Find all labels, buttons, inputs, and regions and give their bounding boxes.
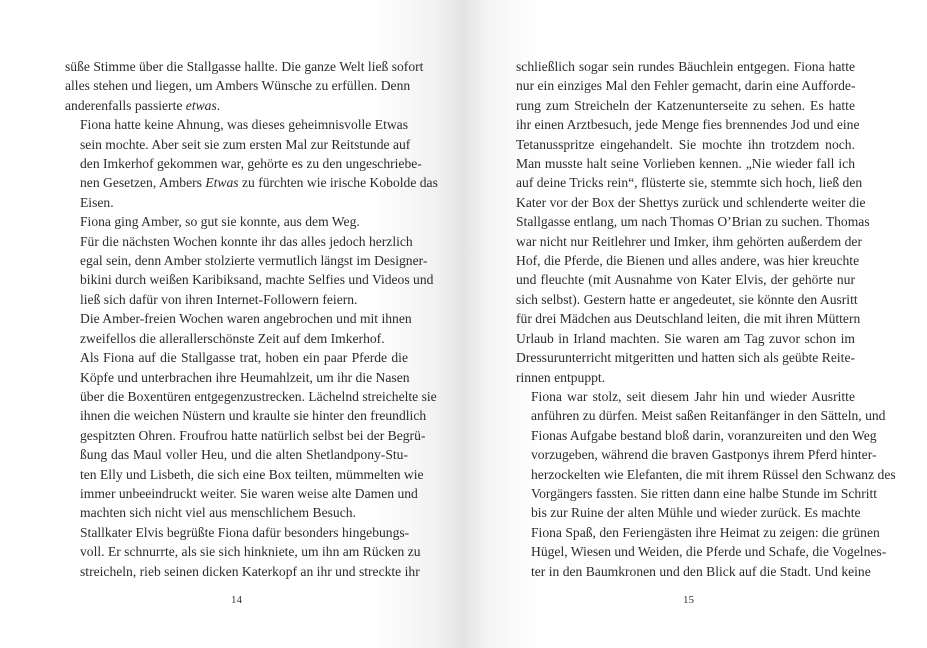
text-line	[65, 484, 418, 503]
left-page-text	[65, 57, 438, 581]
text-line	[65, 329, 408, 348]
paragraph	[65, 57, 424, 115]
paragraph	[516, 57, 870, 387]
text-segment: den Imkerhof gekommen war, gehörte es zu den ungeschriebe-	[80, 156, 422, 172]
text-line	[65, 387, 437, 406]
text-line	[516, 232, 862, 251]
text-line	[65, 96, 408, 115]
text-segment: Fiona Spaß, den Feriengästen ihre Heimat zu zeigen: die grünen	[531, 524, 880, 540]
left-page	[0, 0, 463, 648]
text-line	[65, 154, 422, 173]
text-segment: zweifellos die allerallerschönste Zeit auf dem Imkerhof.	[80, 330, 385, 346]
text-segment: Stallgasse entlang, um nach Thomas O’Brian zu suchen. Thomas	[516, 214, 870, 230]
text-line	[516, 426, 877, 445]
text-line	[516, 290, 858, 309]
text-line	[516, 173, 863, 192]
text-segment: Vorgängers fassten. Sie ritten dann eine halbe Stunde im Schritt	[531, 485, 878, 501]
text-line	[516, 309, 861, 328]
text-segment: vorzugeben, während die braven Gastponys ihrem Pferd hinter-	[531, 447, 877, 463]
text-line	[65, 465, 424, 484]
text-segment: süße Stimme über die Stallgasse hallte. Die ganze Welt ließ sofort	[65, 59, 424, 74]
text-segment: Als Fiona auf die Stallgasse trat, hoben ein paar Pferde die	[80, 350, 408, 366]
text-segment: Tetanusspritze eingehandelt. Sie mochte ihn trotzdem noch.	[516, 136, 855, 152]
text-line	[65, 135, 411, 154]
text-segment: immer unbeeindruckt weiter. Sie waren weise alte Damen und	[80, 485, 418, 501]
text-line	[65, 542, 421, 561]
text-segment: für drei Mädchen aus Deutschland leiten, die mit ihren Müttern	[516, 311, 861, 327]
text-segment: Die Amber-freien Wochen waren angebrochen und mit ihnen	[80, 311, 412, 327]
text-segment: Eisen.	[80, 194, 114, 210]
text-line	[65, 173, 438, 192]
text-line	[516, 270, 855, 289]
text-segment: ließ sich dafür von ihren Internet-Followern feiern.	[80, 291, 358, 307]
text-line	[65, 251, 428, 270]
text-segment: Fiona hatte keine Ahnung, was dieses geheimnisvolle Etwas	[80, 117, 408, 133]
text-line	[516, 251, 860, 270]
text-segment: rung zum Streicheln der Katzenunterseite zu sehen. Es hatte	[516, 97, 855, 113]
text-line	[65, 76, 411, 95]
text-line	[65, 232, 413, 251]
text-segment: Fiona war stolz, seit diesem Jahr hin und wieder Ausritte	[531, 388, 855, 404]
text-segment: anderenfalls passierte	[65, 97, 186, 113]
text-segment: zu fürchten wie irische Kobolde das	[238, 175, 438, 191]
text-line	[516, 115, 860, 134]
text-line	[516, 387, 855, 406]
text-line	[65, 115, 408, 134]
text-segment: alles stehen und liegen, um Ambers Wünsche zu erfüllen. Denn	[65, 78, 411, 94]
text-line	[516, 465, 896, 484]
text-line	[516, 445, 877, 464]
text-line	[65, 193, 408, 212]
text-segment: voll. Er schnurrte, als sie sich hinkniete, um ihn am Rücken zu	[80, 544, 421, 560]
text-segment: herzockelten wie Elefanten, die mit ihrem Rüssel den Schwanz des	[531, 466, 896, 482]
text-line	[65, 426, 426, 445]
text-line	[516, 76, 855, 95]
left-page-number: 14	[231, 594, 242, 606]
text-line	[516, 406, 886, 425]
text-line	[516, 523, 880, 542]
italic-text: Etwas	[205, 175, 239, 191]
text-segment: anführen zu dürfen. Meist saßen Reitanfänger in den Sätteln, und	[531, 408, 886, 424]
italic-text: etwas	[185, 97, 217, 113]
text-segment: ßung das Maul voller Heu, und die alten Shetlandpony-Stu-	[80, 447, 408, 463]
text-segment: Hof, die Pferde, die Bienen und alles andere, was hier kreuchte	[516, 253, 860, 269]
text-line	[65, 368, 408, 387]
text-line	[516, 368, 855, 387]
text-segment: bikini durch weißen Karibiksand, machte Selfies und Videos und	[80, 272, 434, 288]
text-line	[516, 57, 855, 76]
text-line	[65, 212, 408, 231]
text-segment: ihr einen Arztbesuch, jede Menge fies brennendes Jod und eine	[516, 117, 860, 133]
text-segment: Dressurunterricht mitgeritten und hatten sich als geübte Reite-	[516, 350, 855, 366]
text-line	[516, 154, 855, 173]
text-line	[516, 348, 855, 367]
paragraph	[65, 232, 434, 310]
text-segment: ihnen die weichen Nüstern und kraulte sie hinter den freundlich	[80, 408, 427, 424]
text-line	[65, 406, 427, 425]
text-segment: sich selbst). Gestern hatte er angedeutet, sie könnte den Ausritt	[516, 291, 858, 307]
text-segment: sein mochte. Aber seit sie zum ersten Mal zur Reitstunde auf	[80, 136, 411, 152]
text-line	[516, 562, 871, 581]
paragraph	[65, 309, 412, 348]
text-segment: Man musste halt seine Vorlieben kennen. „Nie wieder fall ich	[516, 156, 855, 172]
right-page-text	[516, 57, 896, 581]
text-segment: Hügel, Wiesen und Weiden, die Pferde und Schafe, die Vogelnes-	[531, 544, 887, 560]
text-segment: egal sein, denn Amber stolzierte vermutlich längst im Designer-	[80, 253, 428, 269]
text-line	[65, 57, 424, 76]
paragraph	[65, 212, 408, 231]
text-segment: bis zur Ruine der alten Mühle und wieder zurück. Es machte	[531, 505, 861, 521]
text-line	[65, 290, 408, 309]
text-line	[516, 484, 878, 503]
text-line	[65, 309, 412, 328]
text-segment: Für die nächsten Wochen konnte ihr das alles jedoch herzlich	[80, 233, 413, 249]
text-line	[516, 542, 887, 561]
paragraph	[65, 523, 421, 581]
text-segment: auf deine Tricks rein“, flüsterte sie, stemmte sich hoch, ließ den	[516, 175, 863, 191]
text-segment: Fiona ging Amber, so gut sie konnte, aus dem Weg.	[80, 214, 360, 230]
text-line	[65, 523, 408, 542]
text-segment: ter in den Baumkronen und den Blick auf die Stadt. Und keine	[531, 563, 871, 579]
text-segment: Stallkater Elvis begrüßte Fiona dafür besonders hingebungs-	[80, 524, 410, 540]
right-page	[463, 0, 927, 648]
text-line	[65, 562, 420, 581]
text-segment: nen Gesetzen, Ambers	[80, 175, 206, 191]
text-line	[65, 270, 434, 289]
text-line	[65, 503, 408, 522]
text-segment: über die Boxentüren entgegenzustrecken. Lächelnd streichelte sie	[80, 388, 437, 404]
text-segment: war nicht nur Reitlehrer und Imker, ihm gehörten außerdem der	[516, 233, 862, 249]
text-segment: Köpfe und unterbrachen ihre Heumahlzeit, um ihr die Nasen	[80, 369, 410, 385]
text-line	[516, 503, 861, 522]
text-segment: und fleuchte (mit Ausnahme von Kater Elvis, der gehörte nur	[516, 272, 855, 288]
text-segment: streicheln, rieb seinen dicken Katerkopf an ihr und streckte ihr	[80, 563, 420, 579]
right-page-number: 15	[683, 594, 694, 606]
text-segment: machten sich nicht viel aus menschlichem Besuch.	[80, 505, 356, 521]
text-segment: rinnen entpuppt.	[516, 369, 606, 385]
text-segment: ten Elly und Lisbeth, die sich eine Box teilten, mümmelten wie	[80, 466, 424, 482]
paragraph	[516, 387, 896, 581]
text-line	[516, 212, 870, 231]
text-segment: gespitzten Ohren. Froufrou hatte natürlich selbst bei der Begrü-	[80, 427, 426, 443]
text-segment: nur ein einziges Mal den Fehler gemacht, darin eine Aufforde-	[516, 78, 856, 94]
paragraph	[65, 115, 438, 212]
text-segment: schließlich sogar sein rundes Bäuchlein entgegen. Fiona hatte	[516, 59, 855, 74]
text-line	[516, 329, 855, 348]
text-line	[65, 445, 408, 464]
text-line	[516, 193, 866, 212]
text-line	[516, 96, 855, 115]
text-segment: .	[216, 97, 221, 113]
text-segment: Kater vor der Box der Shettys zurück und schlenderte weiter die	[516, 194, 866, 210]
text-line	[65, 348, 408, 367]
text-line	[516, 135, 855, 154]
text-segment: Urlaub in Irland machten. Sie waren am Tag zuvor schon im	[516, 330, 855, 346]
paragraph	[65, 348, 437, 523]
text-segment: Fionas Aufgabe bestand bloß darin, voranzureiten und den Weg	[531, 427, 877, 443]
